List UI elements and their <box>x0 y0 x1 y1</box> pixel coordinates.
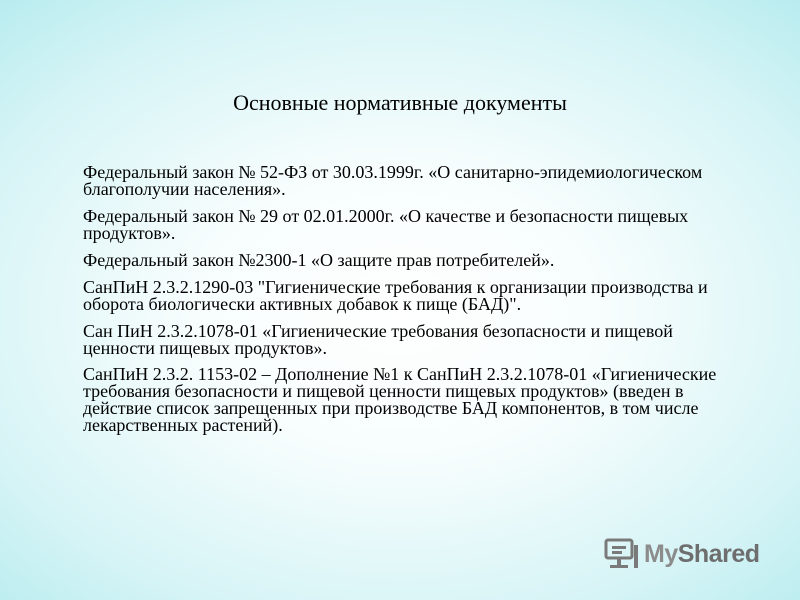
myshared-logo-icon <box>604 537 640 571</box>
slide-title: Основные нормативные документы <box>233 90 567 115</box>
list-item: Федеральный закон № 52-ФЗ от 30.03.1999г. «О санитарно-эпидемиологическом благополучии населения». <box>83 162 703 199</box>
list-item: СанПиН 2.3.2.1290-03 "Гигиенические требования к организации производства и оборота биологически активных добавок к пище (БАД)". <box>83 277 708 314</box>
list-item: СанПиН 2.3.2. 1153-02 – Дополнение №1 к СанПиН 2.3.2.1078-01 «Гигиенические требования безопасности и пищевой ценности пищевых продуктов» (введен в действие список запрещенных при производстве БАД компонентов, в том числе лекарственных растений). <box>83 364 717 435</box>
list-item: Федеральный закон № 29 от 02.01.2000г. «О качестве и безопасности пищевых продуктов». <box>83 206 689 243</box>
list-item: Сан ПиН 2.3.2.1078-01 «Гигиенические требования безопасности и пищевой ценности пищевых продуктов». <box>83 321 673 358</box>
myshared-watermark <box>604 537 760 571</box>
watermark-text-my: My <box>644 539 678 568</box>
document-list <box>83 164 733 444</box>
watermark-text-shared: Shared <box>677 539 760 568</box>
list-item: Федеральный закон №2300-1 «О защите прав потребителей». <box>83 250 555 270</box>
